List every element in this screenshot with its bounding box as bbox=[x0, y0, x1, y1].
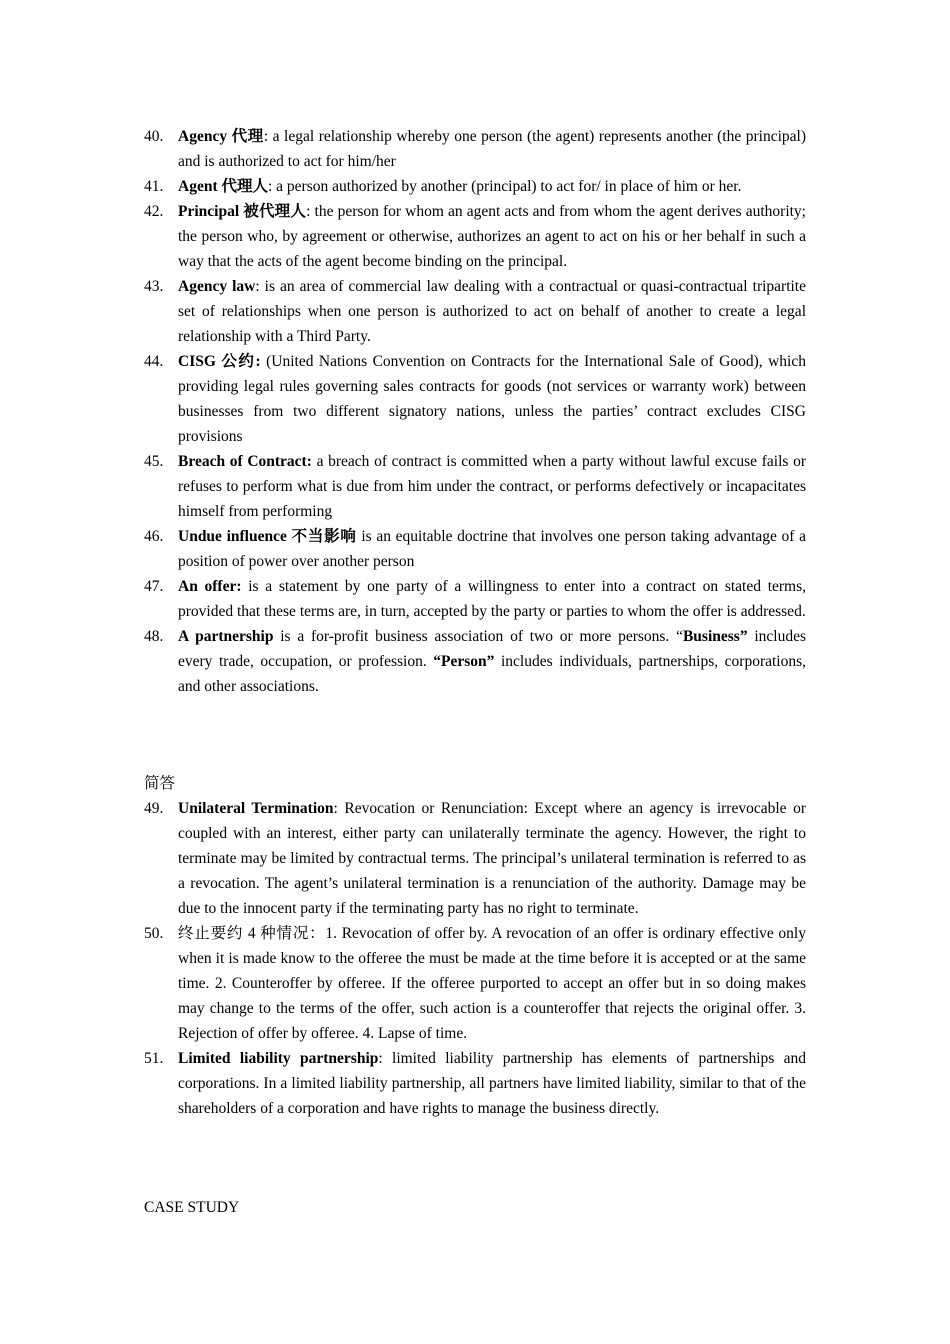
list-item bbox=[144, 174, 806, 199]
item-text: : Revocation or Renunciation: Except where an agency is irrevocable or coupled with an interest, either party can unilaterally terminate the agency. However, the right to terminate may be limited by contractual terms. The principal’s unilateral termination is referred to as a revocation. The agent’s unilateral termination is a renunciation of the authority. Damage may be due to the innocent party if the terminating party has no right to terminate. bbox=[178, 800, 806, 917]
item-term: A partnership bbox=[178, 628, 274, 645]
item-number: 42. bbox=[144, 203, 164, 220]
item-term: An offer: bbox=[178, 578, 242, 595]
item-number: 50. bbox=[144, 925, 164, 942]
item-number: 46. bbox=[144, 528, 164, 545]
item-number: 51. bbox=[144, 1050, 164, 1067]
list-item bbox=[144, 921, 806, 1046]
item-text: (United Nations Convention on Contracts for the International Sale of Good), which providing legal rules governing sales contracts for goods (not services or warranty work) between businesses from two different signatory nations, unless the parties’ contract excludes CISG provisions bbox=[178, 353, 806, 445]
item-term: Unilateral Termination bbox=[178, 800, 334, 817]
list-item bbox=[144, 1046, 806, 1121]
item-text: : a person authorized by another (principal) to act for/ in place of him or her. bbox=[267, 178, 742, 195]
item-text: 终止要约 4 种情况：1. Revocation of offer by. A revocation of an offer is ordinary effective only when it is made know to the offeree the must be made at the time before it is accepted or at the same time. 2. Counteroffer by offeree. If the offeree purported to accept an offer but in so doing makes may change to the terms of the offer, such action is a counteroffer that rejects the original offer. 3. Rejection of offer by offeree. 4. Lapse of time. bbox=[178, 925, 806, 1042]
item-text: : a legal relationship whereby one person (the agent) represents another (the principal) and is authorized to act for him/her bbox=[178, 128, 806, 170]
short-answer-heading: 简答 bbox=[144, 775, 176, 792]
item-term: Principal 被代理人 bbox=[178, 203, 307, 220]
item-text: : limited liability partnership has elements of partnerships and corporations. In a limited liability partnership, all partners have limited liability, similar to that of the shareholders of a corporation and have rights to manage the business directly. bbox=[178, 1050, 806, 1117]
item-number: 45. bbox=[144, 453, 164, 470]
item-term: Agency 代理 bbox=[178, 128, 264, 145]
item-text: is an equitable doctrine that involves one person taking advantage of a position of power over another person bbox=[178, 528, 807, 570]
item-bold-person: “Person” bbox=[433, 653, 495, 670]
item-text: : is an area of commercial law dealing with a contractual or quasi-contractual tripartite set of relationships when one person is authorized to act on behalf of another to create a legal relationship with a Third Party. bbox=[178, 278, 806, 345]
item-term: CISG 公约: bbox=[178, 353, 261, 370]
item-text: is a statement by one party of a willingness to enter into a contract on stated terms, provided that these terms are, in turn, accepted by the party or parties to whom the offer is addressed. bbox=[178, 578, 807, 620]
item-term: Agent 代理人 bbox=[178, 178, 268, 195]
item-text: a breach of contract is committed when a party without lawful excuse fails or refuses to perform what is due from him under the contract, or performs defectively or incapacitates himself from performing bbox=[178, 453, 806, 520]
short-answer-list bbox=[144, 796, 806, 1121]
item-number: 47. bbox=[144, 578, 164, 595]
item-number: 40. bbox=[144, 128, 164, 145]
list-item bbox=[144, 349, 806, 449]
item-number: 43. bbox=[144, 278, 164, 295]
case-study-heading: CASE STUDY bbox=[144, 1199, 240, 1216]
list-item bbox=[144, 274, 806, 349]
item-text: is a for-profit business association of two or more persons. “ bbox=[273, 628, 683, 645]
list-item bbox=[144, 524, 806, 574]
list-item bbox=[144, 574, 806, 624]
item-term: Breach of Contract: bbox=[178, 453, 312, 470]
list-item bbox=[144, 124, 806, 174]
item-text: includes every trade, occupation, or profession. bbox=[178, 628, 807, 670]
list-item bbox=[144, 449, 806, 524]
item-text: includes individuals, partnerships, corporations, and other associations. bbox=[178, 653, 807, 695]
item-text: : the person for whom an agent acts and from whom the agent derives authority; the person who, by agreement or otherwise, authorizes an agent to act on his or her behalf in such a way that the acts of the agent become binding on the principal. bbox=[178, 203, 806, 270]
glossary-list bbox=[144, 124, 806, 699]
list-item bbox=[144, 199, 806, 274]
item-number: 49. bbox=[144, 800, 164, 817]
item-term: Undue influence 不当影响 bbox=[178, 528, 357, 545]
item-number: 48. bbox=[144, 628, 164, 645]
item-number: 44. bbox=[144, 353, 164, 370]
item-number: 41. bbox=[144, 178, 164, 195]
list-item bbox=[144, 796, 806, 921]
item-bold-business: Business” bbox=[682, 628, 748, 645]
list-item bbox=[144, 624, 806, 699]
item-term: Agency law bbox=[178, 278, 256, 295]
item-term: Limited liability partnership bbox=[178, 1050, 379, 1067]
